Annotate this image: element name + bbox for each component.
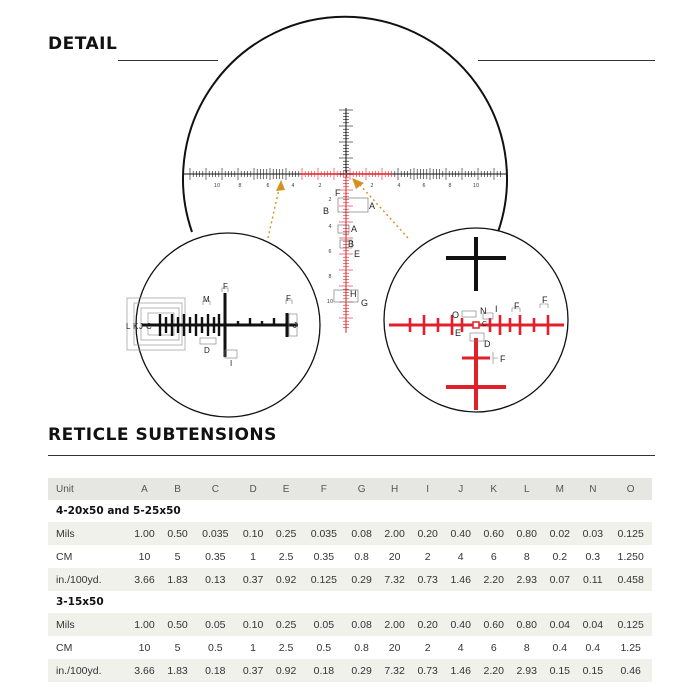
h-number: 10 <box>213 183 221 189</box>
value-cell: 0.03 <box>576 522 609 545</box>
right-callout: I <box>495 304 498 314</box>
callout-label: H <box>350 289 357 299</box>
table-row <box>48 522 652 545</box>
right-callout: F <box>514 301 520 311</box>
h-number: 8 <box>448 183 452 189</box>
value-cell: 0.80 <box>510 613 543 636</box>
value-cell: 2.00 <box>378 522 411 545</box>
value-cell: 0.73 <box>411 659 444 682</box>
callout-label: B <box>348 239 355 249</box>
value-cell: 0.07 <box>543 568 576 591</box>
right-callout: O <box>452 310 460 320</box>
unit-cell: Mils <box>48 613 128 636</box>
left-callout: L <box>126 322 131 331</box>
right-callout: D <box>484 339 491 349</box>
column-header: O <box>609 478 652 500</box>
value-cell: 1 <box>250 550 256 563</box>
value-cell: 0.125 <box>303 568 345 591</box>
left-callout: I <box>230 359 233 368</box>
value-cell: 2.5 <box>278 550 294 563</box>
value-cell: 3.66 <box>128 659 161 682</box>
value-cell: 0.37 <box>237 659 270 682</box>
value-cell: 10 <box>138 550 151 563</box>
callout-label: F <box>335 188 341 198</box>
value-cell: 0.4 <box>552 641 568 654</box>
column-header: Unit <box>48 478 128 500</box>
group-title-row <box>48 591 652 613</box>
value-cell: 2 <box>424 550 431 563</box>
value-cell: 8 <box>523 641 530 654</box>
value-cell: 0.60 <box>477 522 510 545</box>
value-cell: 5 <box>174 641 181 654</box>
value-cell: 3.66 <box>128 568 161 591</box>
h-number: 8 <box>238 183 242 189</box>
h-number: 4 <box>291 183 295 189</box>
leader-line-right <box>360 185 408 238</box>
value-cell: 0.29 <box>345 659 378 682</box>
value-cell: 2.20 <box>477 659 510 682</box>
column-header: D <box>237 478 270 500</box>
value-cell: 7.32 <box>378 568 411 591</box>
value-cell: 0.3 <box>585 550 601 563</box>
value-cell: 0.2 <box>552 550 568 563</box>
column-header: I <box>411 478 444 500</box>
value-cell: 2.00 <box>378 613 411 636</box>
value-cell: 0.04 <box>576 613 609 636</box>
value-cell: 0.458 <box>609 568 652 591</box>
left-callout: K <box>133 322 139 331</box>
value-cell: 0.11 <box>576 568 609 591</box>
left-callout: J <box>139 322 143 331</box>
value-cell: 0.18 <box>194 659 236 682</box>
value-cell: 0.35 <box>313 550 335 563</box>
value-cell: 6 <box>490 550 497 563</box>
value-cell: 0.035 <box>303 522 345 545</box>
right-callout: F <box>500 354 506 364</box>
value-cell: 0.20 <box>411 522 444 545</box>
unit-cell: in./100yd. <box>48 568 128 591</box>
table-row <box>48 568 652 591</box>
value-cell: 0.25 <box>270 522 303 545</box>
h-number: 2 <box>370 183 374 189</box>
column-header: A <box>128 478 161 500</box>
unit-cell: Mils <box>48 522 128 545</box>
table-header-row <box>48 478 652 500</box>
value-cell: 1.250 <box>617 550 644 563</box>
left-callout: C <box>146 322 152 331</box>
subtensions-table <box>48 478 652 682</box>
value-cell: 0.20 <box>411 613 444 636</box>
table-row <box>48 636 652 659</box>
value-cell: 2.20 <box>477 568 510 591</box>
leader-line-left <box>268 189 279 238</box>
h-number: 10 <box>472 183 480 189</box>
callout-label: A <box>351 224 358 234</box>
h-number: 4 <box>397 183 401 189</box>
value-cell: 8 <box>523 550 530 563</box>
value-cell: 0.10 <box>237 613 270 636</box>
value-cell: 0.50 <box>161 522 194 545</box>
right-callout: F <box>542 295 548 305</box>
column-header: K <box>477 478 510 500</box>
value-cell: 0.92 <box>270 659 303 682</box>
value-cell: 0.15 <box>543 659 576 682</box>
value-cell: 0.46 <box>609 659 652 682</box>
table-row <box>48 545 652 568</box>
column-header: F <box>303 478 345 500</box>
left-callout: J <box>293 321 297 330</box>
value-cell: 0.25 <box>270 613 303 636</box>
value-cell: 20 <box>388 641 401 654</box>
value-cell: 0.125 <box>609 613 652 636</box>
column-header: H <box>378 478 411 500</box>
value-cell: 0.4 <box>585 641 601 654</box>
value-cell: 1.25 <box>620 641 641 654</box>
right-callout: N <box>480 306 487 316</box>
arrow-head-left <box>276 180 285 191</box>
callout-label: A <box>369 201 376 211</box>
callout-label: B <box>323 206 330 216</box>
value-cell: 0.60 <box>477 613 510 636</box>
group-title: 3-15x50 <box>56 596 104 608</box>
value-cell: 0.04 <box>543 613 576 636</box>
value-cell: 1.46 <box>444 659 477 682</box>
right-callout: E <box>455 328 462 338</box>
value-cell: 0.40 <box>444 522 477 545</box>
h-number: 6 <box>266 183 270 189</box>
column-header: J <box>444 478 477 500</box>
value-cell: 0.73 <box>411 568 444 591</box>
value-cell: 0.5 <box>316 641 332 654</box>
value-cell: 0.35 <box>205 550 226 563</box>
v-number: 6 <box>328 249 332 255</box>
value-cell: 0.02 <box>543 522 576 545</box>
unit-cell: CM <box>56 641 73 654</box>
table-row <box>48 659 652 682</box>
v-number: 10 <box>326 299 334 305</box>
table-row <box>48 613 652 636</box>
value-cell: 2.93 <box>510 659 543 682</box>
v-number: 8 <box>328 274 332 280</box>
value-cell: 1.00 <box>128 522 161 545</box>
value-cell: 20 <box>388 550 401 563</box>
value-cell: 1 <box>250 641 256 654</box>
value-cell: 0.50 <box>161 613 194 636</box>
column-header: M <box>543 478 576 500</box>
value-cell: 0.8 <box>354 550 369 563</box>
value-cell: 2.93 <box>510 568 543 591</box>
group-title-row <box>48 500 652 522</box>
value-cell: 0.15 <box>576 659 609 682</box>
value-cell: 0.18 <box>303 659 345 682</box>
column-header: G <box>345 478 378 500</box>
value-cell: 0.80 <box>510 522 543 545</box>
value-cell: 0.8 <box>354 641 369 654</box>
value-cell: 0.29 <box>345 568 378 591</box>
h-number: 2 <box>318 183 322 189</box>
group-title: 4-20x50 and 5-25x50 <box>56 505 181 517</box>
value-cell: 0.125 <box>609 522 652 545</box>
right-callout: C <box>482 321 488 328</box>
value-cell: 0.05 <box>194 613 236 636</box>
value-cell: 1.46 <box>444 568 477 591</box>
column-header: B <box>161 478 194 500</box>
value-cell: 2.5 <box>278 641 294 654</box>
v-number: 2 <box>328 197 332 203</box>
value-cell: 0.035 <box>194 522 236 545</box>
value-cell: 1.83 <box>161 659 194 682</box>
h-number: 6 <box>422 183 426 189</box>
left-callout: F <box>286 294 291 303</box>
left-callout: F <box>223 282 228 291</box>
value-cell: 4 <box>457 550 464 563</box>
left-callout: D <box>204 346 210 355</box>
value-cell: 0.05 <box>303 613 345 636</box>
callout-label: G <box>361 298 369 308</box>
value-cell: 5 <box>174 550 181 563</box>
detail-heading: DETAIL <box>48 34 118 54</box>
column-header: L <box>510 478 543 500</box>
callout-label: E <box>354 249 361 259</box>
column-header: C <box>194 478 236 500</box>
value-cell: 0.5 <box>208 641 223 654</box>
value-cell: 0.10 <box>237 522 270 545</box>
value-cell: 0.92 <box>270 568 303 591</box>
value-cell: 1.83 <box>161 568 194 591</box>
value-cell: 4 <box>457 641 464 654</box>
value-cell: 0.08 <box>345 522 378 545</box>
v-number: 4 <box>328 224 332 230</box>
column-header: N <box>576 478 609 500</box>
value-cell: 1.00 <box>128 613 161 636</box>
subtensions-heading: RETICLE SUBTENSIONS <box>48 425 277 445</box>
column-header: E <box>270 478 303 500</box>
unit-cell: in./100yd. <box>48 659 128 682</box>
left-callout: M <box>203 295 210 304</box>
value-cell: 0.37 <box>237 568 270 591</box>
arrow-head-right <box>352 178 364 189</box>
unit-cell: CM <box>56 550 73 563</box>
value-cell: 0.13 <box>194 568 236 591</box>
value-cell: 0.08 <box>345 613 378 636</box>
value-cell: 6 <box>490 641 497 654</box>
value-cell: 7.32 <box>378 659 411 682</box>
value-cell: 2 <box>424 641 431 654</box>
value-cell: 10 <box>138 641 151 654</box>
value-cell: 0.40 <box>444 613 477 636</box>
